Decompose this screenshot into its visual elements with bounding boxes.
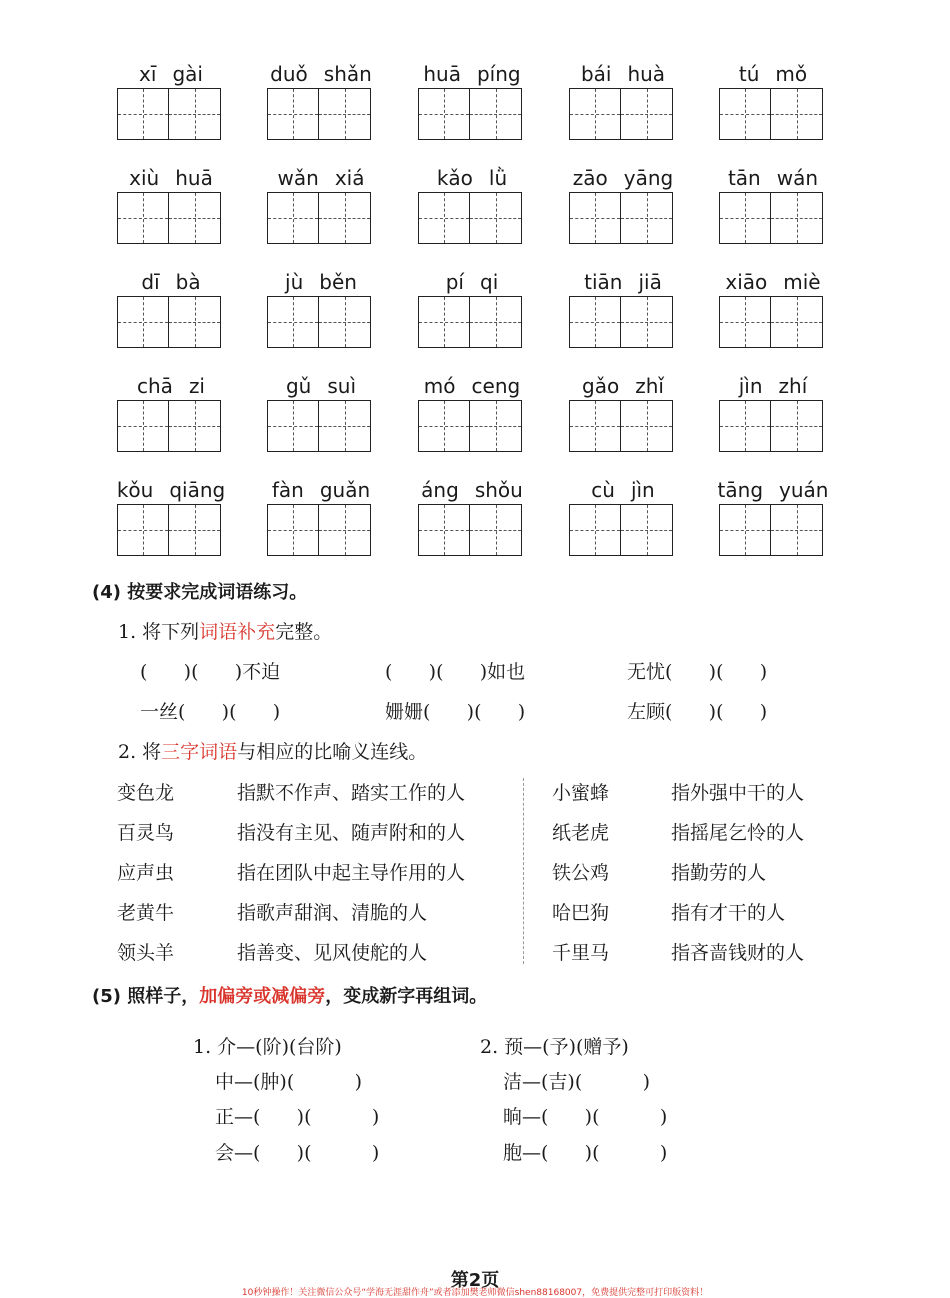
pinyin-syllable: huā <box>423 62 461 86</box>
match-meaning: 指吝啬钱财的人 <box>671 942 805 964</box>
tianzige-box[interactable] <box>267 504 319 556</box>
pinyin-syllable: qiāng <box>169 478 226 502</box>
tianzige-box[interactable] <box>418 504 470 556</box>
tianzige-box[interactable] <box>771 296 823 348</box>
pinyin-label <box>418 476 526 504</box>
pinyin-label <box>569 164 677 192</box>
tianzige-box[interactable] <box>418 192 470 244</box>
radical-item: 洁—(吉)( ) <box>503 1071 651 1093</box>
pinyin-syllable: tiān <box>584 270 623 294</box>
pinyin-syllable: bái <box>580 62 612 86</box>
pinyin-cell <box>418 372 526 452</box>
tianzige-box[interactable] <box>470 504 522 556</box>
radical-item: 会—( )( ) <box>215 1142 380 1164</box>
pinyin-label <box>719 268 827 296</box>
pinyin-label <box>117 372 225 400</box>
tianzige-box[interactable] <box>771 400 823 452</box>
radical-item: 正—( )( ) <box>215 1106 380 1128</box>
pinyin-label <box>117 60 225 88</box>
pinyin-syllable: fàn <box>271 478 304 502</box>
pinyin-syllable: ceng <box>471 374 521 398</box>
tianzige-box[interactable] <box>470 88 522 140</box>
tianzige-box[interactable] <box>621 192 673 244</box>
tianzige-box[interactable] <box>169 296 221 348</box>
pinyin-cell <box>569 372 677 452</box>
pinyin-label <box>418 372 526 400</box>
pinyin-cell <box>267 164 375 244</box>
pinyin-label <box>267 60 375 88</box>
pinyin-syllable: wǎn <box>277 166 319 190</box>
pinyin-cell <box>719 60 827 140</box>
tianzige-box[interactable] <box>117 88 169 140</box>
pinyin-label <box>117 268 225 296</box>
pinyin-cell <box>117 268 225 348</box>
pinyin-syllable: xī <box>139 62 157 86</box>
pinyin-label <box>117 476 225 504</box>
tianzige-box[interactable] <box>267 192 319 244</box>
pinyin-syllable: kǒu <box>116 478 154 502</box>
match-term: 应声虫 <box>117 862 175 884</box>
q1-item: ( )( )如也 <box>385 661 526 683</box>
pinyin-syllable: zhí <box>778 374 808 398</box>
tianzige-box[interactable] <box>267 296 319 348</box>
pinyin-label <box>267 268 375 296</box>
tianzige-box[interactable] <box>267 400 319 452</box>
match-term: 老黄牛 <box>117 902 175 924</box>
pinyin-syllable: chā <box>137 374 173 398</box>
pinyin-syllable: jiā <box>638 270 662 294</box>
pinyin-label <box>719 164 827 192</box>
tianzige-box[interactable] <box>719 296 771 348</box>
match-meaning: 指在团队中起主导作用的人 <box>237 862 466 884</box>
tianzige-box[interactable] <box>319 400 371 452</box>
pinyin-cell <box>117 60 225 140</box>
pinyin-syllable: zi <box>188 374 205 398</box>
pinyin-syllable: lǜ <box>488 166 508 190</box>
tianzige-box[interactable] <box>771 88 823 140</box>
tianzige-box[interactable] <box>719 88 771 140</box>
tianzige-box[interactable] <box>169 400 221 452</box>
tianzige-box[interactable] <box>621 400 673 452</box>
tianzige-box[interactable] <box>621 296 673 348</box>
pinyin-syllable: kǎo <box>436 166 473 190</box>
pinyin-cell <box>418 164 526 244</box>
pinyin-syllable: mó <box>423 374 456 398</box>
pinyin-cell <box>267 268 375 348</box>
pinyin-syllable: mǒ <box>775 62 808 86</box>
match-term: 哈巴狗 <box>552 902 610 924</box>
pinyin-cell <box>569 164 677 244</box>
tianzige-box[interactable] <box>569 504 621 556</box>
tianzige-box[interactable] <box>117 192 169 244</box>
pinyin-cell <box>267 60 375 140</box>
match-term: 变色龙 <box>117 782 175 804</box>
pinyin-syllable: gǔ <box>285 374 312 398</box>
match-term: 小蜜蜂 <box>552 782 610 804</box>
tianzige-box[interactable] <box>719 192 771 244</box>
pinyin-label <box>719 372 827 400</box>
pinyin-label <box>418 60 526 88</box>
tianzige-box[interactable] <box>470 296 522 348</box>
pinyin-syllable: guǎn <box>319 478 371 502</box>
pinyin-label <box>418 268 526 296</box>
pinyin-label <box>418 164 526 192</box>
pinyin-label <box>569 476 677 504</box>
match-term: 千里马 <box>552 942 610 964</box>
radical-item: 晌—( )( ) <box>503 1106 668 1128</box>
tianzige-box[interactable] <box>117 296 169 348</box>
page-number: 第2页 <box>450 1270 500 1291</box>
pinyin-label <box>719 476 827 504</box>
pinyin-label <box>267 372 375 400</box>
tianzige-box[interactable] <box>771 192 823 244</box>
match-meaning: 指摇尾乞怜的人 <box>671 822 805 844</box>
pinyin-syllable: yāng <box>623 166 674 190</box>
pinyin-syllable: duǒ <box>270 62 308 86</box>
pinyin-cell <box>719 372 827 452</box>
pinyin-syllable: gǎo <box>582 374 620 398</box>
q2-highlight: 三字词语 <box>161 741 238 763</box>
q1-item: 一丝( )( ) <box>140 701 281 723</box>
pinyin-cell <box>719 476 827 556</box>
pinyin-syllable: áng <box>421 478 459 502</box>
tianzige-box[interactable] <box>319 504 371 556</box>
pinyin-syllable: shǒu <box>474 478 523 502</box>
pinyin-cell <box>117 164 225 244</box>
tianzige-box[interactable] <box>319 296 371 348</box>
pinyin-label <box>719 60 827 88</box>
tianzige-box[interactable] <box>569 192 621 244</box>
footer-note: 10秒钟操作！关注微信公众号“学海无涯甜作舟”或者添加樊老师微信shen88168007，免费提供完整可打印版资料！ <box>241 1288 709 1298</box>
pinyin-syllable: yuán <box>779 478 829 502</box>
pinyin-syllable: píng <box>476 62 521 86</box>
pinyin-syllable: qi <box>480 270 499 294</box>
pinyin-syllable: jìn <box>630 478 655 502</box>
tianzige-box[interactable] <box>569 88 621 140</box>
pinyin-syllable: gài <box>172 62 203 86</box>
tianzige-box[interactable] <box>621 88 673 140</box>
tianzige-box[interactable] <box>418 88 470 140</box>
section4-title: (4) 按要求完成词语练习。 <box>92 582 308 603</box>
radical-item: 中—(肿)( ) <box>215 1071 363 1093</box>
pinyin-syllable: huà <box>627 62 666 86</box>
pinyin-cell <box>719 268 827 348</box>
q2-title: 2. 将三字词语与相应的比喻义连线。 <box>118 741 428 763</box>
pinyin-syllable: suì <box>327 374 357 398</box>
q1-item: 姗姗( )( ) <box>385 701 526 723</box>
match-meaning: 指外强中干的人 <box>671 782 805 804</box>
pinyin-syllable: jù <box>285 270 304 294</box>
pinyin-cell <box>569 476 677 556</box>
pinyin-syllable: huā <box>175 166 213 190</box>
pinyin-syllable: wán <box>776 166 819 190</box>
pinyin-label <box>267 476 375 504</box>
q1-highlight: 词语补充 <box>199 621 276 643</box>
tianzige-box[interactable] <box>569 296 621 348</box>
match-term: 纸老虎 <box>552 822 610 844</box>
match-meaning: 指歌声甜润、清脆的人 <box>237 902 428 924</box>
section5-title: (5) 照样子，加偏旁或减偏旁，变成新字再组词。 <box>92 986 488 1007</box>
match-term: 百灵鸟 <box>117 822 175 844</box>
pinyin-syllable: zhǐ <box>635 374 664 398</box>
tianzige-box[interactable] <box>621 504 673 556</box>
pinyin-syllable: xiá <box>334 166 365 190</box>
pinyin-syllable: shǎn <box>323 62 372 86</box>
match-meaning: 指善变、见风使舵的人 <box>237 942 428 964</box>
tianzige-box[interactable] <box>319 192 371 244</box>
match-term: 铁公鸡 <box>552 862 610 884</box>
tianzige-box[interactable] <box>719 504 771 556</box>
tianzige-box[interactable] <box>771 504 823 556</box>
pinyin-cell <box>719 164 827 244</box>
pinyin-label <box>267 164 375 192</box>
pinyin-syllable: jìn <box>738 374 763 398</box>
tianzige-box[interactable] <box>470 192 522 244</box>
pinyin-cell <box>117 476 225 556</box>
match-meaning: 指有才干的人 <box>671 902 786 924</box>
pinyin-syllable: miè <box>783 270 821 294</box>
pinyin-cell <box>418 476 526 556</box>
pinyin-grid <box>0 0 950 570</box>
tianzige-box[interactable] <box>169 504 221 556</box>
pinyin-syllable: pí <box>445 270 464 294</box>
pinyin-syllable: cù <box>591 478 615 502</box>
pinyin-cell <box>418 268 526 348</box>
tianzige-box[interactable] <box>117 400 169 452</box>
tianzige-box[interactable] <box>719 400 771 452</box>
pinyin-syllable: běn <box>319 270 357 294</box>
q1-item: ( )( )不迫 <box>140 661 281 683</box>
pinyin-label <box>569 372 677 400</box>
pinyin-cell <box>569 268 677 348</box>
tianzige-box[interactable] <box>569 400 621 452</box>
section5-highlight: 加偏旁或减偏旁 <box>199 986 326 1007</box>
pinyin-label <box>569 60 677 88</box>
match-meaning: 指没有主见、随声附和的人 <box>237 822 466 844</box>
tianzige-box[interactable] <box>470 400 522 452</box>
pinyin-syllable: zāo <box>572 166 608 190</box>
pinyin-cell <box>569 60 677 140</box>
tianzige-box[interactable] <box>267 88 319 140</box>
q1-title: 1. 将下列词语补充完整。 <box>118 621 333 643</box>
pinyin-syllable: bà <box>175 270 201 294</box>
pinyin-syllable: tú <box>738 62 760 86</box>
match-meaning: 指默不作声、踏实工作的人 <box>237 782 466 804</box>
radical-item: 2. 预—(予)(赠予) <box>480 1036 629 1058</box>
match-meaning: 指勤劳的人 <box>671 862 767 884</box>
pinyin-label <box>117 164 225 192</box>
tianzige-box[interactable] <box>169 88 221 140</box>
pinyin-syllable: xiù <box>129 166 160 190</box>
tianzige-box[interactable] <box>418 400 470 452</box>
pinyin-cell <box>117 372 225 452</box>
pinyin-syllable: tān <box>727 166 761 190</box>
tianzige-box[interactable] <box>117 504 169 556</box>
radical-item: 1. 介—(阶)(台阶) <box>193 1036 342 1058</box>
match-term: 领头羊 <box>117 942 175 964</box>
pinyin-syllable: xiāo <box>725 270 768 294</box>
pinyin-cell <box>267 372 375 452</box>
pinyin-syllable: tāng <box>717 478 764 502</box>
pinyin-cell <box>267 476 375 556</box>
q1-item: 无忧( )( ) <box>627 661 768 683</box>
tianzige-box[interactable] <box>319 88 371 140</box>
radical-item: 胞—( )( ) <box>503 1142 668 1164</box>
column-divider <box>523 778 524 964</box>
pinyin-syllable: dī <box>141 270 160 294</box>
pinyin-label <box>569 268 677 296</box>
q1-item: 左顾( )( ) <box>627 701 768 723</box>
tianzige-box[interactable] <box>418 296 470 348</box>
tianzige-box[interactable] <box>169 192 221 244</box>
pinyin-cell <box>418 60 526 140</box>
